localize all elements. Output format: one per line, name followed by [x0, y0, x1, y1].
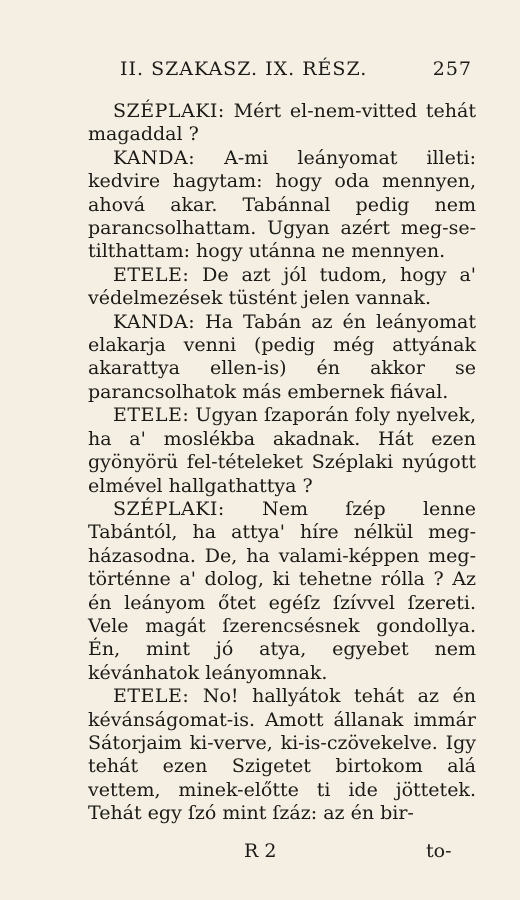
speaker-name: KANDA:: [113, 146, 196, 169]
catchword: to-: [426, 840, 452, 862]
running-title: II. SZAKASZ. IX. RÉSZ.: [120, 58, 368, 80]
paragraph: [88, 264, 476, 311]
speech-text: De azt jól tudom, hogy a' védelmezések tüstént jelen vannak.: [88, 263, 476, 310]
speech-text: Ugyan ſzaporán foly nyelvek, ha a' moslékba akadnak. Hát ezen gyönyörü fel-tételeket Széplaki nyúgott elmével hallgathattya ?: [88, 404, 476, 497]
speaker-name: KANDA:: [113, 310, 196, 333]
speech-text: No! hallyátok tehát az én kévánságomat-is. Amott állanak immár Sátorjaim ki-verve, ki-is-czövekelve. Igy tehát ezen Szigetet birtokom alá vettem, minek-előtte ti ide jöttetek. Tehát egy ſzó mint ſzáz: az én bir-: [88, 685, 476, 825]
running-header: [120, 58, 472, 80]
page-number: 257: [432, 58, 472, 80]
speaker-name: SZÉPLAKI:: [113, 497, 225, 520]
speech-text: Nem ſzép lenne Tabántól, ha attya' híre nélkül meg-házasodna. De, ha valami-képpen meg-történne a' dolog, ki tehetne rólla ? Az én leányom őtet egéſz ſzívvel ſzereti. Vele magát ſzerencsésnek gondollya. Én, mint jó atya, egyebet nem kévánhatok leányomnak.: [88, 497, 476, 684]
speech-text: A-mi leányomat illeti: kedvire hagytam: hogy oda mennyen, ahová akar. Tabánnal pedig nem parancsolhattam. Ugyan azért meg-se-tilthattam: hogy utánna ne mennyen.: [88, 146, 476, 263]
paragraph: [88, 100, 476, 147]
dialogue-text: [88, 100, 476, 826]
paragraph: [88, 404, 476, 498]
speaker-name: ETELE:: [113, 263, 190, 286]
signature-mark: R 2: [244, 840, 277, 862]
paragraph: [88, 498, 476, 685]
speaker-name: ETELE:: [113, 404, 190, 427]
speech-text: Mért el-nem-vitted tehát magaddal ?: [88, 100, 476, 146]
page-footer: [0, 840, 520, 868]
paragraph: [88, 147, 476, 264]
paragraph: [88, 311, 476, 405]
speaker-name: ETELE:: [113, 685, 190, 708]
speech-text: Ha Tabán az én leányomat elakarja venni (pedig még attyának akarattya ellen-is) én akkor se parancsolhatok más embernek fiával.: [88, 310, 476, 403]
speaker-name: SZÉPLAKI:: [113, 100, 225, 122]
paragraph: [88, 685, 476, 825]
